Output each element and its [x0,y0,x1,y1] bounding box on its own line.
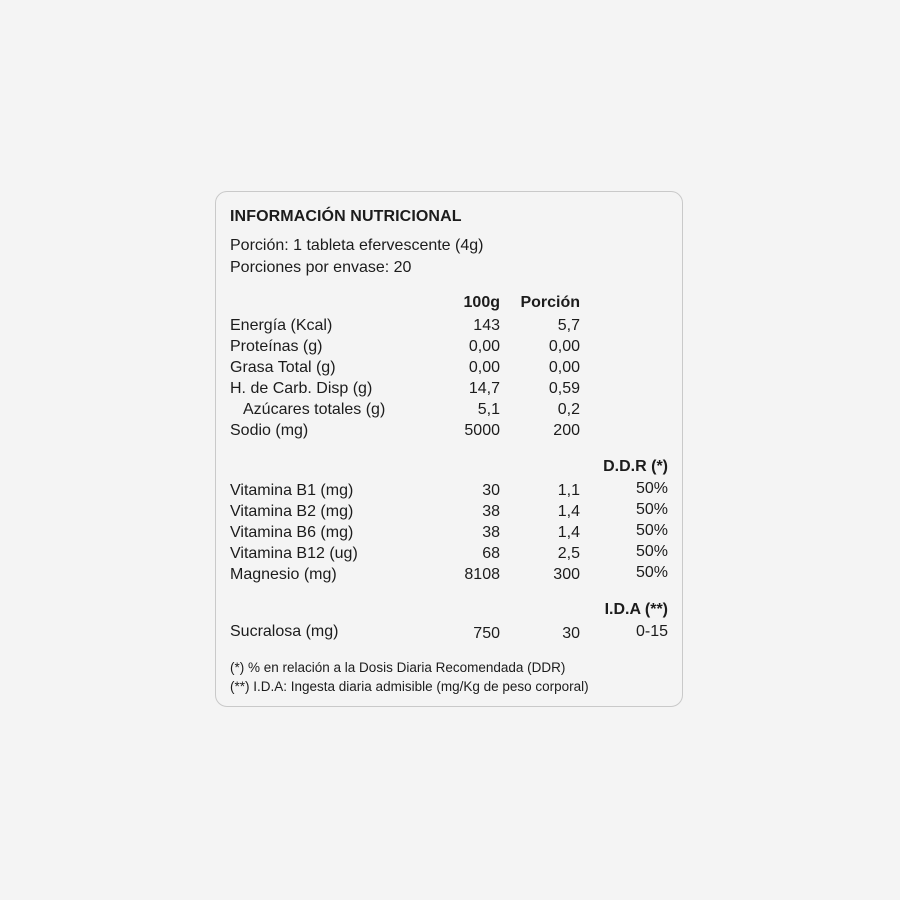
row-label: Proteínas (g) [230,338,323,355]
row-label: Vitamina B2 (mg) [230,503,354,520]
portion-size: Porción: 1 tableta efervescente (4g) [230,237,484,254]
footnote-ddr: (*) % en relación a la Dosis Diaria Recomendada (DDR) [230,660,566,675]
row-label: Sucralosa (mg) [230,623,339,640]
row-value-portion: 5,7 [557,317,580,334]
row-value-portion: 200 [553,422,580,439]
row-value-100g: 14,7 [468,380,500,397]
row-value-100g: 30 [482,482,500,499]
row-value-ida: 0-15 [635,623,668,640]
row-value-ddr: 50% [635,501,668,518]
row-value-100g: 0,00 [468,338,500,355]
row-label: H. de Carb. Disp (g) [230,380,373,397]
footnote-ida: (**) I.D.A: Ingesta diaria admisible (mg/Kg de peso corporal) [230,679,589,694]
column-header-100g: 100g [463,294,500,311]
row-value-100g: 5,1 [477,401,500,418]
nutrition-facts-panel [215,191,683,707]
row-value-ddr: 50% [635,480,668,497]
row-value-portion: 0,2 [557,401,580,418]
row-label: Magnesio (mg) [230,566,337,583]
row-value-portion: 30 [562,625,580,642]
row-label: Vitamina B12 (ug) [230,545,358,562]
row-label: Vitamina B1 (mg) [230,482,354,499]
row-label: Energía (Kcal) [230,317,333,334]
row-value-portion: 300 [553,566,580,583]
row-value-portion: 0,00 [548,359,580,376]
row-label: Azúcares totales (g) [243,401,386,418]
row-value-100g: 8108 [464,566,500,583]
row-value-100g: 38 [482,503,500,520]
row-value-ddr: 50% [635,543,668,560]
panel-title: INFORMACIÓN NUTRICIONAL [230,208,462,225]
row-value-100g: 750 [473,625,500,642]
column-header-portion: Porción [520,294,580,311]
row-value-ddr: 50% [635,522,668,539]
portions-per-package: Porciones por envase: 20 [230,259,412,276]
row-label: Sodio (mg) [230,422,309,439]
row-value-portion: 0,00 [548,338,580,355]
row-label: Grasa Total (g) [230,359,336,376]
row-value-ddr: 50% [635,564,668,581]
row-value-portion: 1,4 [557,503,580,520]
row-value-100g: 5000 [464,422,500,439]
row-value-portion: 1,1 [557,482,580,499]
row-value-portion: 1,4 [557,524,580,541]
row-value-100g: 38 [482,524,500,541]
row-value-portion: 2,5 [557,545,580,562]
column-header-ida: I.D.A (**) [604,601,668,618]
row-value-portion: 0,59 [548,380,580,397]
column-header-ddr: D.D.R (*) [603,458,668,475]
row-value-100g: 143 [473,317,500,334]
row-value-100g: 68 [482,545,500,562]
row-label: Vitamina B6 (mg) [230,524,354,541]
row-value-100g: 0,00 [468,359,500,376]
